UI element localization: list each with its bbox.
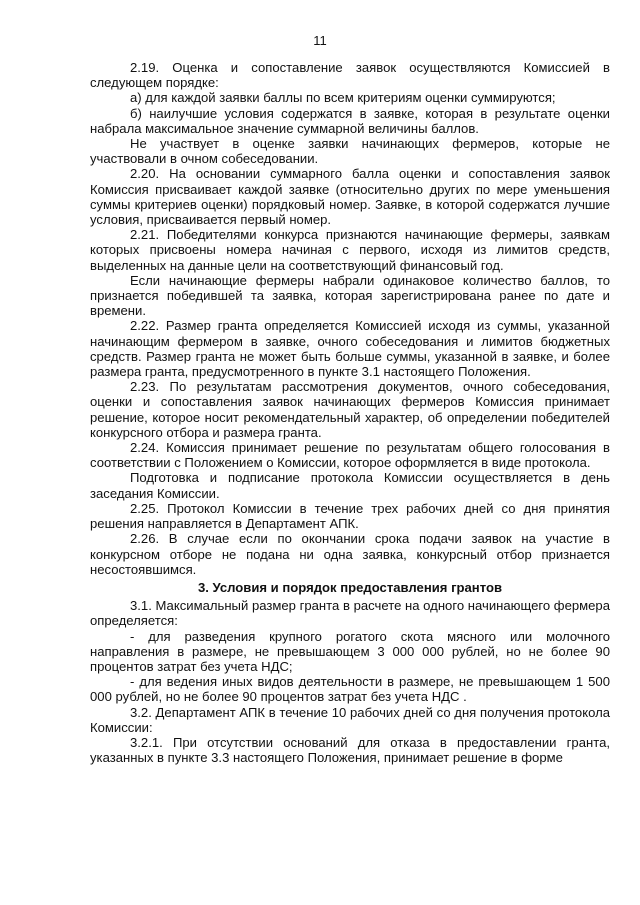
paragraph-2-25: 2.25. Протокол Комиссии в течение трех рабочих дней со дня принятия решения направляется в Департамент АПК. [90, 500, 610, 532]
paragraph-2-19-a: а) для каждой заявки баллы по всем критериям оценки суммируются; [130, 90, 556, 106]
paragraph-2-24: 2.24. Комиссия принимает решение по результатам общего голосования в соответствии с Положением о Комиссии, которое оформляется в виде протокола. [90, 440, 610, 471]
paragraph-3-2-1: 3.2.1. При отсутствии оснований для отказа в предоставлении гранта, указанных в пункте 3.3 настоящего Положения, принимает решение в форме [90, 734, 610, 766]
paragraph-2-20: 2.20. На основании суммарного балла оценки и сопоставления заявок Комиссия присваивает каждой заявке (относительно других по мере уменьшения суммы критериев оценки) порядковый номер. Заявке, в которой содержатся лучшие условия, присваивается первый номер. [90, 166, 610, 228]
paragraph-2-24-signing: Подготовка и подписание протокола Комиссии осуществляется в день заседания Комиссии. [90, 470, 610, 501]
paragraph-2-26: 2.26. В случае если по окончании срока подачи заявок на участие в конкурсном отборе не подана ни одна заявка, конкурсный отбор признается несостоявшимся. [90, 531, 610, 577]
paragraph-3-2: 3.2. Департамент АПК в течение 10 рабочих дней со дня получения протокола Комиссии: [90, 704, 610, 735]
paragraph-2-21-tie: Если начинающие фермеры набрали одинаковое количество баллов, то признается победившей та заявка, которая зарегистрирована ранее по дате и времени. [90, 272, 610, 319]
paragraph-2-19-note: Не участвует в оценке заявки начинающих фермеров, которые не участвовали в очном собеседовании. [90, 136, 610, 167]
paragraph-2-19: 2.19. Оценка и сопоставление заявок осуществляются Комиссией в следующем порядке: [90, 60, 610, 91]
paragraph-2-23: 2.23. По результатам рассмотрения документов, очного собеседования, оценки и сопоставления заявок начинающих фермеров Комиссия принимает решение, которое носит рекомендательный характер, об определении победителей конкурсного отбора и размера гранта. [90, 379, 610, 440]
paragraph-3-1-other: - для ведения иных видов деятельности в размере, не превышающем 1 500 000 рублей, но не более 90 процентов затрат без учета НДС . [90, 674, 610, 705]
paragraph-2-22: 2.22. Размер гранта определяется Комиссией исходя из суммы, указанной начинающим фермером в заявке, очного собеседования и лимитов бюджетных средств. Размер гранта не может быть больше суммы, указанной в заявке, и более размера гранта, предусмотренного в пункте 3.1 настоящего Положения. [90, 318, 610, 380]
paragraph-3-1-cattle: - для разведения крупного рогатого скота мясного или молочного направления в размере, не превышающем 3 000 000 рублей, но не более 90 процентов затрат без учета НДС; [90, 628, 610, 674]
paragraph-2-21: 2.21. Победителями конкурса признаются начинающие фермеры, заявкам которых присвоены номера начиная с первого, исходя из лимитов средств, выделенных на данные цели на соответствующий финансовый год. [90, 227, 610, 273]
paragraph-2-19-b: б) наилучшие условия содержатся в заявке, которая в результате оценки набрала максимальное значение суммарной величины баллов. [90, 105, 610, 136]
section-heading: 3. Условия и порядок предоставления грантов [197, 579, 502, 595]
paragraph-3-1: 3.1. Максимальный размер гранта в расчете на одного начинающего фермера определяется: [90, 598, 610, 629]
document-body [90, 60, 610, 765]
page-number: 11 [313, 33, 327, 48]
